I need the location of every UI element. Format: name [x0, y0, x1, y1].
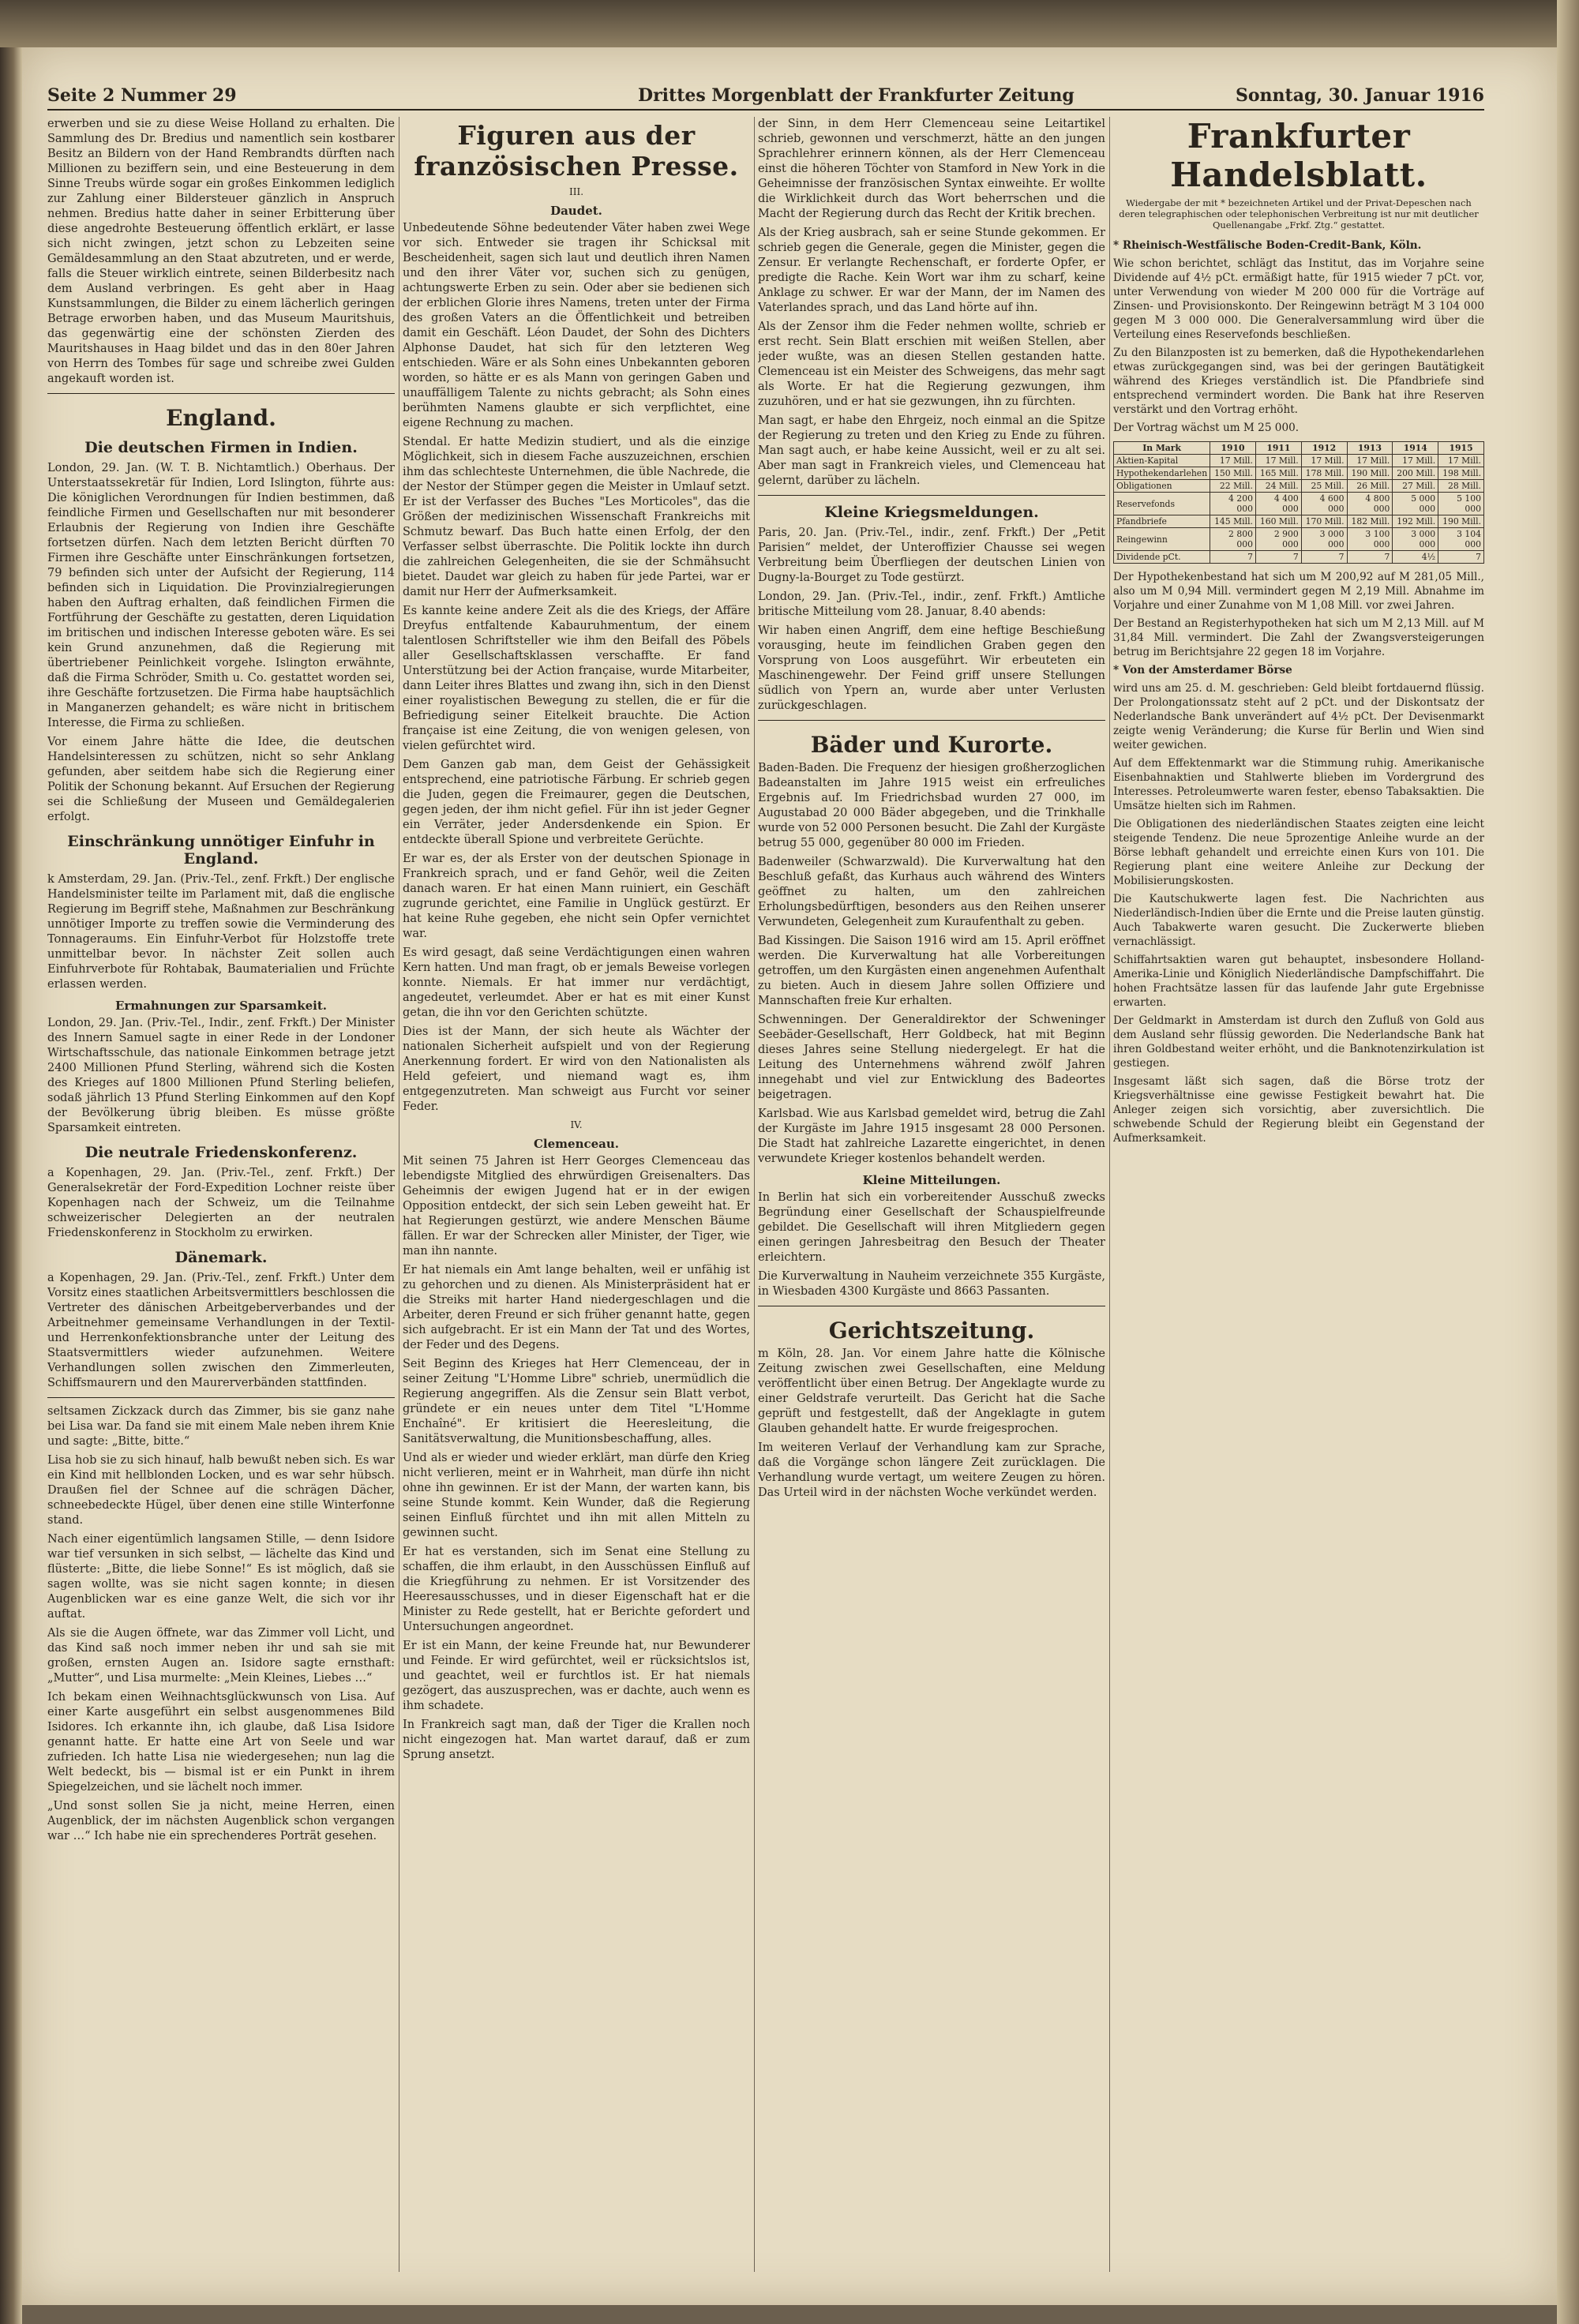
section-heading: Gerichtszeitung. [828, 1318, 1035, 1344]
article-text: Wie schon berichtet, schlägt das Institut, das im Vorjahre seine Dividende auf 4½ pCt. ermäßigt hatte, für 1915 wieder 7 pCt. vor, unter Verwendung von wieder M 200 000 für die Vorträge auf Zinsen- und Provisionskonto. Der Reingewinn beträgt M 3 104 000 gegen M 3 000 000. Die Generalversammlung wird über die Verteilung eines Reservefonds beschließen. [1113, 257, 1484, 341]
article-text: a Kopenhagen, 29. Jan. (Priv.-Tel., zenf. Frkft.) Unter dem Vorsitz eines staatlichen Arbeitsvermittlers beschlossen die Vertreter des dänischen Arbeitgeberverbandes und der Arbeitnehmer gemeinsame Verhandlungen in der Textil- und Herrenkonfektionsbranche unter der Leitung des Staatsvermittlers wieder aufzunehmen. Weitere Verhandlungen sollen zwischen den Zimmerleuten, Schiffsmaurern und den Maurerverbänden stattfinden. [47, 1272, 395, 1389]
table-cell: Hypothekendarlehen [1114, 467, 1210, 480]
table-cell: 145 Mill. [1210, 515, 1256, 528]
article-text: Dem Ganzen gab man, dem Geist der Gehässigkeit entsprechend, eine patriotische Färbung. Er schrieb gegen die Juden, gegen die Freimaurer, gegen die Deutschen, gegen jeden, der ihm nicht gefiel. Für ihn ist jeder Gegner ein Verräter, jeder Andersdenkende ein Spion. Er entdeckte überall Spione und verbreitete Gerüchte. [403, 759, 750, 846]
table-row [1114, 515, 1484, 528]
article-text: Der Geldmarkt in Amsterdam ist durch den Zufluß von Gold aus dem Ausland sehr flüssig geworden. Die Nederlandsche Bank hat ihren Goldbestand weiter erhöht, und die Banknotenzirkulation ist gestiegen. [1113, 1014, 1484, 1070]
article-text: Er war es, der als Erster von der deutschen Spionage in Frankreich sprach, und er fand Gehör, weil die Zeiten danach waren. Er hat einen Mann ruiniert, ein Geschäft zugrunde gerichtet, eine Familie in Unglück gestürzt. Er hat keine Ruhe gegeben, ehe nicht sein Opfer vernichtet war. [403, 853, 750, 940]
article-heading: * Von der Amsterdamer Börse [1113, 664, 1292, 677]
table-cell: 4 800 000 [1347, 493, 1393, 515]
article-text: Karlsbad. Wie aus Karlsbad gemeldet wird, betrug die Zahl der Kurgäste im Jahre 1915 insgesamt 28 000 Personen. Die Stadt hat zahlreiche Lazarette eingerichtet, in denen verwundete Krieger kostenlos behandelt werden. [758, 1108, 1105, 1165]
table-cell: 17 Mill. [1210, 455, 1256, 467]
table-cell: 24 Mill. [1255, 480, 1301, 493]
table-cell: 5 100 000 [1438, 493, 1484, 515]
column-rule [754, 117, 755, 2272]
table-cell: 170 Mill. [1301, 515, 1347, 528]
table-cell: 160 Mill. [1255, 515, 1301, 528]
divider [758, 720, 1105, 721]
table-cell: 2 800 000 [1210, 528, 1256, 551]
article-text: Vor einem Jahre hätte die Idee, die deutschen Handelsinteressen zu schützen, nicht so sehr Anklang gefunden, aber seitdem habe sich die Regierung einer Politik der Schonung bekannt. Auf Ersuchen der Regierung sei die Schließung der Museen und Gemäldegalerien erfolgt. [47, 736, 395, 823]
article-text: a Kopenhagen, 29. Jan. (Priv.-Tel., zenf. Frkft.) Der Generalsekretär der Ford-Expedition Lochner reiste über Kopenhagen nach der Schweiz, um die Teilnahme schweizerischer Delegierten an der neutralen Friedenskonferenz in Stockholm zu erwirken. [47, 1167, 395, 1239]
article-text: Bad Kissingen. Die Saison 1916 wird am 15. April eröffnet werden. Die Kurverwaltung hat alle Vorbereitungen getroffen, um den Kurgästen einen angenehmen Aufenthalt zu bieten. Auch in diesem Jahre sollen Offiziere und Mannschaften freie Kur erhalten. [758, 935, 1105, 1007]
issue-date: Sonntag, 30. Januar 1916 [1236, 85, 1484, 106]
table-cell: 25 Mill. [1301, 480, 1347, 493]
table-cell: 4 600 000 [1301, 493, 1347, 515]
section-heading-england: England. [166, 405, 276, 431]
article-heading: Einschränkung unnötiger Einfuhr in England. [67, 833, 375, 868]
table-header-cell: 1911 [1255, 442, 1301, 455]
article-text: Zu den Bilanzposten ist zu bemerken, daß die Hypothekendarlehen etwas zurückgegangen sind, was bei der geringen Bautätigkeit während des Krieges verständlich ist. Die Pfandbriefe sind entsprechend vermindert worden. Die Bank hat ihre Reserven verstärkt und den Vortrag erhöht. [1113, 347, 1484, 416]
divider [47, 1397, 395, 1398]
article-text: erwerben und sie zu diese Weise Holland zu erhalten. Die Sammlung des Dr. Bredius und namentlich sein kostbarer Besitz an Bildern von der Hand Rembrandts dürften nach Millionen zu beziffern sein, und eine Besteuerung in dem Sinne Treubs würde sogar ein großes Einkommen lediglich zur Zahlung einer Bildersteuer gänzlich in Anspruch nehmen. Bredius hatte daher in seiner Erbitterung über diese angedrohte Besteuerung öffentlich erklärt, er lasse sich nicht zwingen, jetzt schon zu Lebzeiten seine Gemäldesammlung an den Staat abzutreten, und er werde, falls die Steuer wirklich eintrete, seinen Bilderbesitz nach dem Ausland verbringen. Es geht aber in Haag Kunstsammlungen, die Bilder zu einem lächerlich geringen Betrage erworben haben, und das Museum Mauritshuis, das gegenwärtig eine der schönsten Zierden des Mauritshauses in Haag bildet und das in den 80er Jahren von Herrn des Tombes für sage und schreibe zwei Gulden angekauft worden ist. [47, 118, 395, 385]
article-text: Mit seinen 75 Jahren ist Herr Georges Clemenceau das lebendigste Mitglied des ehrwürdigen Greisenalters. Das Geheimnis der ewigen Jugend hat er in der ewigen Opposition entdeckt, der sich sein Leben geweiht hat. Er hat Regierungen gestürzt, wie andere Menschen Bäume fällen. Er war der Schrecken aller Minister, der Tiger, wie man ihn nannte. [403, 1155, 750, 1258]
table-row [1114, 455, 1484, 467]
table-cell: 198 Mill. [1438, 467, 1484, 480]
feature-title: Figuren aus der französischen Presse. [414, 120, 739, 182]
article-text: Man sagt, er habe den Ehrgeiz, noch einmal an die Spitze der Regierung zu treten und den Krieg zu Ende zu führen. Man sagt auch, er habe keine Aussicht, weil er zu alt sei. Aber man sagt in Frankreich vieles, und Clemenceau hat gelernt, darüber zu lächeln. [758, 414, 1105, 487]
divider [758, 495, 1105, 496]
table-cell: 200 Mill. [1393, 467, 1438, 480]
table-header-cell: 1913 [1347, 442, 1393, 455]
article-text: Als der Krieg ausbrach, sah er seine Stunde gekommen. Er schrieb gegen die Generale, gegen die Minister, gegen die Zensur. Er verlangte Rechenschaft, er forderte Opfer, er predigte die Rache. Kein Wort war ihm zu scharf, keine Anklage zu schwer. Er war der Mann, der im Namen des Vaterlandes sprach, und das Land hörte auf ihn. [758, 227, 1105, 314]
section-number: III. [568, 186, 584, 197]
table-cell: 22 Mill. [1210, 480, 1256, 493]
article-text: Schiffahrtsaktien waren gut behauptet, insbesondere Holland-Amerika-Linie und Königlich Niederländische Dampfschiffahrt. Die hohen Frachtsätze lassen für das laufende Jahr gute Ergebnisse erwarten. [1113, 954, 1484, 1009]
article-text: Er hat es verstanden, sich im Senat eine Stellung zu schaffen, die ihm erlaubt, in den Ausschüssen Einfluß auf die Kriegführung zu nehmen. Er ist Vorsitzender des Heeresausschusses, und in dieser Eigenschaft hat er die Minister zu Rede gestellt, hat er Berichte gefordert und Untersuchungen angeordnet. [403, 1546, 750, 1633]
table-cell: Reservefonds [1114, 493, 1210, 515]
table-cell: 17 Mill. [1301, 455, 1347, 467]
table-cell: 190 Mill. [1347, 467, 1393, 480]
divider [47, 393, 395, 394]
table-cell: 17 Mill. [1347, 455, 1393, 467]
table-header-cell: 1910 [1210, 442, 1256, 455]
table-header-cell: 1914 [1393, 442, 1438, 455]
article-text: Dies ist der Mann, der sich heute als Wächter der nationalen Sicherheit aufspielt und von der Regierung Anerkennung fordert. Er wird von den Nationalisten als Held gefeiert, und niemand wagt es, ihm entgegenzutreten. Man schweigt aus Furcht vor seiner Feder. [403, 1025, 750, 1113]
table-cell: 182 Mill. [1347, 515, 1393, 528]
book-binding [0, 0, 22, 2324]
newspaper-title: Drittes Morgenblatt der Frankfurter Zeitung [638, 85, 1075, 106]
table-cell: 192 Mill. [1393, 515, 1438, 528]
table-cell: 3 100 000 [1347, 528, 1393, 551]
column-1 [47, 117, 395, 2272]
article-heading: Kleine Kriegsmeldungen. [824, 504, 1039, 521]
article-text: wird uns am 25. d. M. geschrieben: Geld bleibt fortdauernd flüssig. Der Prolongationssatz steht auf 2 pCt. und der Diskontsatz der Nederlandsche Bank unverändert auf 4½ pCt. Der Devisenmarkt zeigte wenig Veränderung; die Kurse für Berlin und Wien sind weiter gewichen. [1113, 682, 1484, 752]
feuilleton-text: seltsamen Zickzack durch das Zimmer, bis sie ganz nahe bei Lisa war. Da fand sie mit einem Male neben ihrem Knie und sagte: „Bitte, bitte.“ [47, 1405, 395, 1448]
balance-table [1113, 441, 1484, 564]
article-text: Baden-Baden. Die Frequenz der hiesigen großherzoglichen Badeanstalten im Jahre 1915 weist ein erfreuliches Ergebnis auf. Im Friedrichsbad wurden 27 000, im Augustabad 20 000 Bäder abgegeben, und die Trinkhalle wurde von 52 000 Personen besucht. Die Zahl der Kurgäste betrug 55 000, gegenüber 80 000 im Frieden. [758, 762, 1105, 849]
article-text: London, 29. Jan. (W. T. B. Nichtamtlich.) Oberhaus. Der Unterstaatssekretär für Indien, Lord Islington, führte aus: Die königlichen Verordnungen für Indien bestimmen, daß feindliche Firmen und Gesellschaften nur mit besonderer Erlaubnis der Regierung von Indien ihre Geschäfte fortsetzen dürfen. Nach dem letzten Bericht dürften 70 Firmen ihre Geschäfte unter Einschränkungen fortsetzen, 79 befinden sich unter der Aufsicht der Regierung, 114 befinden sich in Liquidation. Die Provinzialregierungen haben den Auftrag erhalten, daß feindlichen Firmen die Fortführung der Geschäfte zu gestatten, deren Liquidation im britischen und indischen Interesse geboten wäre. Es sei kein Grund anzunehmen, daß die Regierung mit übertriebener Peinlichkeit vorgehe. Islington erwähnte, daß die Firma Schröder, Smith u. Co. gestattet worden sei, ihre Geschäfte fortzusetzen. Die Firma habe hauptsächlich in Manganerzen gehandelt; es wäre nicht in britischem Interesse, die Firma zu schließen. [47, 462, 395, 729]
feuilleton-text: Lisa hob sie zu sich hinauf, halb bewußt neben sich. Es war ein Kind mit hellblonden Locken, und es war sehr hübsch. Draußen fiel der Schnee auf die schrägen Dächer, schneebedeckte Hügel, über denen eine stille Winterfonne stand. [47, 1454, 395, 1527]
article-text: Es wird gesagt, daß seine Verdächtigungen einen wahren Kern hatten. Und man fragt, ob er jemals Beweise vorlegen konnte. Niemals. Er hat immer nur verdächtigt, angedeutet, verleumdet. Aber er hat es mit einer Kunst getan, die ihn vor den Gerichten schützte. [403, 946, 750, 1019]
article-text: Seit Beginn des Krieges hat Herr Clemenceau, der in seiner Zeitung "L'Homme Libre" schrieb, unermüdlich die Regierung angegriffen. Als die Zensur sein Blatt verbot, gründete er ein neues unter dem Titel "L'Homme Enchaîné". Er kritisiert die Heeresleitung, die Sanitätsverwaltung, die Munitionsbeschaffung, alles. [403, 1358, 750, 1445]
article-heading: Die neutrale Friedenskonferenz. [84, 1144, 358, 1161]
table-cell: 3 000 000 [1393, 528, 1438, 551]
table-cell: 7 [1255, 551, 1301, 564]
handelsblatt-title: Frankfurter Handelsblatt. [1170, 117, 1427, 194]
article-heading: Die deutschen Firmen in Indien. [84, 439, 358, 456]
table-cell: 4 400 000 [1255, 493, 1301, 515]
table-cell: 2 900 000 [1255, 528, 1301, 551]
table-cell: 178 Mill. [1301, 467, 1347, 480]
table-cell: 27 Mill. [1393, 480, 1438, 493]
table-row [1114, 528, 1484, 551]
article-text: In Berlin hat sich ein vorbereitender Ausschuß zwecks Begründung einer Gesellschaft der Schauspielfreunde gebildet. Die Gesellschaft will ihren Mitgliedern gegen einen geringen Jahresbeitrag den Besuch der Theater erleichtern. [758, 1191, 1105, 1264]
feuilleton-text: Ich bekam einen Weihnachtsglückwunsch von Lisa. Auf einer Karte ausgeführt ein selbst ausgenommenes Bild Isidores. Ich erkannte ihn, ich glaube, daß Lisa Isidore genannt hatte. Er hatte eine Art von Seele und war zufrieden. Ich hatte Lisa nie wiedergesehen; nun lag die Welt bedeckt, bis — bismal ist er ein Punkt in ihrem Spiegelzeichen, und sie lächelt noch immer. [47, 1691, 395, 1794]
article-text: London, 29. Jan. (Priv.-Tel., indir., zenf. Frkft.) Amtliche britische Mitteilung vom 28. Januar, 8.40 abends: [758, 590, 1105, 618]
article-text: Insgesamt läßt sich sagen, daß die Börse trotz der Kriegsverhältnisse eine gewisse Festigkeit bewahrt hat. Die Anleger zeigen sich vorsichtig, aber zuversichtlich. Die schwebende Schuld der Regierung bleibt ein Gegenstand der Aufmerksamkeit. [1113, 1075, 1484, 1145]
table-cell: 5 000 000 [1393, 493, 1438, 515]
table-cell: 17 Mill. [1393, 455, 1438, 467]
article-heading: Kleine Mitteilungen. [862, 1173, 1001, 1187]
article-text: k Amsterdam, 29. Jan. (Priv.-Tel., zenf. Frkft.) Der englische Handelsminister teilte im Parlament mit, daß die englische Regierung im Begriff stehe, Maßnahmen zur Beschränkung unnötiger Importe zu treffen sowie die Verminderung des Tonnageraums. Ein Einfuhr-Verbot für Holzstoffe trete unmittelbar bevor. In nächster Zeit sollen auch Einfuhrverbote für Rohtabak, Baumaterialien und Früchte erlassen werden. [47, 873, 395, 991]
article-heading: Daudet. [550, 204, 602, 218]
article-heading: * Rheinisch-Westfälische Boden-Credit-Bank, Köln. [1113, 239, 1422, 252]
article-text: Im weiteren Verlauf der Verhandlung kam zur Sprache, daß die Vorgänge schon längere Zeit zurücklagen. Die Verhandlung wurde vertagt, um weitere Zeugen zu hören. Das Urteil wird in der nächsten Woche verkündet werden. [758, 1441, 1105, 1499]
article-text: In Frankreich sagt man, daß der Tiger die Krallen noch nicht eingezogen hat. Man wartet darauf, daß er zum Sprung ansetzt. [403, 1719, 750, 1761]
section-number: IV. [570, 1119, 583, 1130]
table-cell: Pfandbriefe [1114, 515, 1210, 528]
article-text: Es kannte keine andere Zeit als die des Kriegs, der Affäre Dreyfus entfaltende Kabauruhmentum, der einem talentlosen Schriftsteller wie ihm den Beifall des Pöbels aller Gesellschaftsklassen verschaffte. Er fand Unterstützung bei der Action française, wurde Mitarbeiter, dann Leiter ihres Blattes und zwang ihn, sich in den Dienst einer royalistischen Bewegung zu stellen, die er für die Befriedigung seiner Eitelkeit brauchte. Die Action française ist eine Zeitung, die von wenigen gelesen, von vielen gefürchtet wird. [403, 605, 750, 752]
article-text: Er ist ein Mann, der keine Freunde hat, nur Bewunderer und Feinde. Er wird gefürchtet, weil er rücksichtslos ist, und geachtet, weil er furchtlos ist. Er hat niemals gezögert, das auszusprechen, was er dachte, auch wenn es ihm schadete. [403, 1640, 750, 1712]
article-text: Als der Zensor ihm die Feder nehmen wollte, schrieb er erst recht. Sein Blatt erschien mit weißen Stellen, aber jeder wußte, was an diesen Stellen gestanden hatte. Clemenceau ist ein Meister des Schweigens, das mehr sagt als Worte. Er hat die Regierung gezwungen, ihm zuzuhören, und er hat sie gezwungen, ihn zu fürchten. [758, 320, 1105, 408]
table-header-cell: 1915 [1438, 442, 1484, 455]
table-row [1114, 551, 1484, 564]
page-number: Seite 2 Nummer 29 [47, 85, 237, 106]
table-cell: 150 Mill. [1210, 467, 1256, 480]
article-text: Der Hypothekenbestand hat sich um M 200,92 auf M 281,05 Mill., also um M 0,94 Mill. vermindert gegen M 2,19 Mill. Abnahme im Vorjahre und einer Zunahme von M 1,08 Mill. vor zwei Jahren. [1113, 571, 1484, 612]
table-cell: 190 Mill. [1438, 515, 1484, 528]
article-text: m Köln, 28. Jan. Vor einem Jahre hatte die Kölnische Zeitung zwischen zwei Gesellschaften, eine Meldung veröffentlicht über einen Betrug. Der Angeklagte wurde zu einer Geldstrafe verurteilt. Das Gericht hat die Sache geprüft und festgestellt, daß der Angeklagte in gutem Glauben gehandelt hatte. Er wurde freigesprochen. [758, 1348, 1105, 1435]
masthead [47, 85, 1484, 111]
article-text: Der Vortrag wächst um M 25 000. [1113, 422, 1300, 434]
article-text: London, 29. Jan. (Priv.-Tel., Indir., zenf. Frkft.) Der Minister des Innern Samuel sagte in einer Rede in der Londoner Wirtschaftsschule, das nationale Einkommen betrage jetzt 2400 Millionen Pfund Sterling, während sich die Kosten des Krieges auf 1800 Millionen Pfund Sterling beliefen, sodaß jährlich 13 Pfund Sterling Einkommen auf den Kopf der Bevölkerung übrig bleiben. Es müsse größte Sparsamkeit eintreten. [47, 1017, 395, 1134]
column-4 [1113, 117, 1484, 2272]
table-cell: 7 [1301, 551, 1347, 564]
article-text: Er hat niemals ein Amt lange behalten, weil er unfähig ist zu gehorchen und zu dienen. Als Ministerpräsident hat er die Streiks mit harter Hand niedergeschlagen und die Arbeiter, deren Freund er sich früher genannt hatte, gegen sich aufgebracht. Er ist ein Mann der Tat und des Wortes, der Feder und des Degens. [403, 1264, 750, 1351]
table-header-cell: In Mark [1114, 442, 1210, 455]
article-text: Paris, 20. Jan. (Priv.-Tel., indir., zenf. Frkft.) Der „Petit Parisien“ meldet, der Unteroffizier Chausse sei wegen Verbreitung beim Überfliegen der deutschen Linien von Dugny-la-Bourget zu Tode gestürzt. [758, 527, 1105, 584]
article-text: Schwenningen. Der Generaldirektor der Schweninger Seebäder-Gesellschaft, Herr Goldbeck, hat mit Beginn dieses Jahres seine Stellung niedergelegt. Er hat die Leitung des Unternehmens während zwölf Jahren innegehabt und viel zur Entwicklung des Badeortes beigetragen. [758, 1014, 1105, 1101]
feuilleton-text: „Und sonst sollen Sie ja nicht, meine Herren, einen Augenblick, der im nächsten Augenblick schon vergangen war …“ Ich habe nie ein sprechenderes Porträt gesehen. [47, 1800, 395, 1842]
handelsblatt-subtitle: Wiedergabe der mit * bezeichneten Artikel und der Privat-Depeschen nach deren telegraphischen oder telephonischen Verbreitung ist nur mit deutlicher Quellenangabe „Frkf. Ztg.“ gestattet. [1119, 197, 1479, 231]
article-text: Badenweiler (Schwarzwald). Die Kurverwaltung hat den Beschluß gefaßt, das Kurhaus auch während des Winters geöffnet zu halten, um den zahlreichen Erholungsbedürftigen, besonders aus den Reihen unserer Verwundeten, Gelegenheit zum Kuraufenthalt zu geben. [758, 856, 1105, 928]
column-rule [1109, 117, 1110, 2272]
table-cell: 7 [1347, 551, 1393, 564]
table-cell: 3 104 000 [1438, 528, 1484, 551]
article-text: Und als er wieder und wieder erklärt, man dürfe den Krieg nicht verlieren, meint er in Wahrheit, man dürfe ihn nicht ohne ihn gewinnen. Er ist der Mann, der warten kann, bis seine Stunde kommt. Kein Wunder, daß die Regierung seinen Einfluß fürchtet und ihn mit allen Mitteln zu gewinnen sucht. [403, 1452, 750, 1539]
article-text: Der Bestand an Registerhypotheken hat sich um M 2,13 Mill. auf M 31,84 Mill. vermindert. Die Zahl der Zwangsversteigerungen betrug im Berichtsjahre 22 gegen 18 im Vorjahre. [1113, 617, 1484, 658]
article-text: Auf dem Effektenmarkt war die Stimmung ruhig. Amerikanische Eisenbahnaktien und Stahlwerte blieben im Vordergrund des Interesses. Petroleumwerte waren fester, ebenso Tabaksaktien. Die Umsätze hielten sich im Rahmen. [1113, 757, 1484, 812]
table-row [1114, 467, 1484, 480]
table-cell: 165 Mill. [1255, 467, 1301, 480]
column-3 [758, 117, 1105, 2272]
article-text: Die Obligationen des niederländischen Staates zeigten eine leicht steigende Tendenz. Die neue 5prozentige Anleihe wurde an der Börse lebhaft gehandelt und erreichte einen Kurs von 101. Die Regierung plant eine weitere Anleihe zur Deckung der Mobilisierungskosten. [1113, 818, 1484, 887]
section-heading: Bäder und Kurorte. [810, 732, 1053, 758]
table-header-row [1114, 442, 1484, 455]
article-text: Wir haben einen Angriff, dem eine heftige Beschießung vorausging, heute im feindlichen Graben gegen den Vorsprung von Loos ausgeführt. Wir erbeuteten ein Maschinengewehr. Der Feind griff unsere Stellungen südlich von Ypern an, wurde aber unter Verlusten zurückgeschlagen. [758, 624, 1105, 712]
table-cell: Dividende pCt. [1114, 551, 1210, 564]
column-2 [403, 117, 750, 2272]
page-edge [1557, 0, 1579, 2324]
table-row [1114, 493, 1484, 515]
article-heading: Dänemark. [174, 1249, 268, 1266]
article-text: Unbedeutende Söhne bedeutender Väter haben zwei Wege vor sich. Entweder sie tragen ihr Schicksal mit Bescheidenheit, sagen sich laut und deutlich ihren Namen und den ihrer Väter vor, suchen sich zu genügen, achtungswerte Erben zu sein. Oder aber sie bedienen sich der erblichen Glorie ihres Namens, treten unter der Firma des großen Vaters an die Öffentlichkeit und betreiben damit ein Geschäft. Léon Daudet, der Sohn des Dichters Alphonse Daudet, hat sich für den letzteren Weg entschieden. Wäre er als Sohn eines Unbekannten geboren worden, so hätte er es als Mann von geringen Gaben und unauffälligem Talente zu nichts gebracht; als Sohn eines berühmten Namens glaubte er sich verpflichtet, eine eigene Rechnung zu machen. [403, 222, 750, 429]
table-cell: 4½ [1393, 551, 1438, 564]
table-row [1114, 480, 1484, 493]
feuilleton-text: Als sie die Augen öffnete, war das Zimmer voll Licht, und das Kind saß noch immer neben ihr und sah sie mit großen, ernsten Augen an. Isidore sagte ernsthaft: „Mutter“, und Lisa murmelte: „Mein Kleines, Liebes …“ [47, 1627, 395, 1685]
table-cell: 17 Mill. [1438, 455, 1484, 467]
table-cell: 7 [1210, 551, 1256, 564]
table-cell: Obligationen [1114, 480, 1210, 493]
table-cell: Aktien-Kapital [1114, 455, 1210, 467]
top-shadow [0, 0, 1579, 47]
table-cell: 7 [1438, 551, 1484, 564]
article-text: Die Kautschukwerte lagen fest. Die Nachrichten aus Niederländisch-Indien über die Ernte und die Preise lauten günstig. Auch Tabakwerte waren gesucht. Die Zuckerwerte blieben vernachlässigt. [1113, 893, 1484, 948]
table-cell: 3 000 000 [1301, 528, 1347, 551]
table-cell: 17 Mill. [1255, 455, 1301, 467]
table-cell: 28 Mill. [1438, 480, 1484, 493]
table-cell: Reingewinn [1114, 528, 1210, 551]
table-cell: 4 200 000 [1210, 493, 1256, 515]
article-text: Die Kurverwaltung in Nauheim verzeichnete 355 Kurgäste, in Wiesbaden 4300 Kurgäste und 8663 Passanten. [758, 1270, 1105, 1298]
article-text: Stendal. Er hatte Medizin studiert, und als die einzige Möglichkeit, sich in diesem Fache auszuzeichnen, erschien ihm das schlechteste Unternehmen, die üble Nachrede, die der Nestor der Stümper gegen die Meister in Umlauf setzt. Er ist der Verfasser des Buches "Les Morticoles", das die Größen der medizinischen Wissenschaft Frankreichs mit Schmutz bewarf. Das Buch hatte einen Erfolg, der den Verfasser selbst überraschte. Die Politik lockte ihn durch die zahlreichen Gelegenheiten, die sie der Schmähsucht bietet. Daudet war gleich zu haben für jede Partei, war er damit nur Herr der Aufmerksamkeit. [403, 436, 750, 598]
table-header-cell: 1912 [1301, 442, 1347, 455]
article-heading: Clemenceau. [533, 1137, 620, 1151]
article-text: der Sinn, in dem Herr Clemenceau seine Leitartikel schrieb, gewonnen und verschmerzt, hätte an den jungen Sprachlehrer erinnern können, als der Herr Clemenceau einst die höheren Töchter von Stamford in New York in die Geheimnisse der französischen Syntax einweihte. Er wollte die Wirklichkeit durch das Wort beherrschen und die Macht der Regierung durch das Recht der Kritik brechen. [758, 118, 1105, 220]
table-cell: 26 Mill. [1347, 480, 1393, 493]
article-heading: Ermahnungen zur Sparsamkeit. [114, 999, 328, 1013]
feuilleton-text: Nach einer eigentümlich langsamen Stille, — denn Isidore war tief versunken in sich selbst, — lächelte das Kind und flüsterte: „Bitte, die liebe Sonne!“ Es ist möglich, daß sie sagen wollte, was sie nicht sagen konnte; in diesen Augenblicken war es eine ganze Welt, die sich vor ihr auftat. [47, 1533, 395, 1621]
